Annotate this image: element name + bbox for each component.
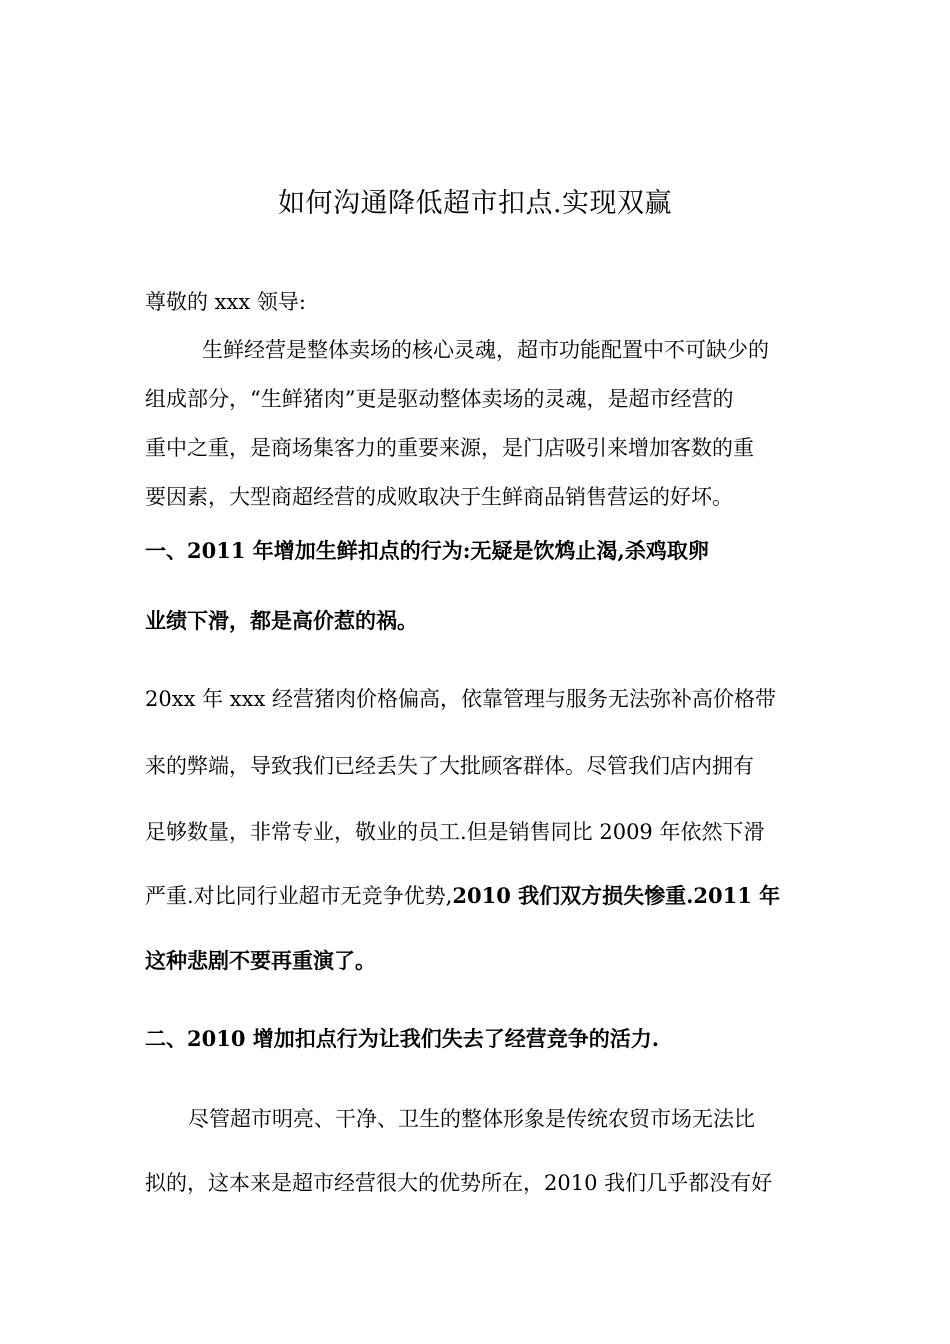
salutation: 尊敬的 xxx 领导: <box>145 290 306 314</box>
intro-line-3: 重中之重，是商场集客力的重要来源，是门店吸引来增加客数的重 <box>145 436 754 460</box>
document-title: 如何沟通降低超市扣点.实现双赢 <box>277 188 673 219</box>
intro-line-2: 组成部分，“生鲜猪肉”更是驱动整体卖场的灵魂，是超市经营的 <box>145 387 734 411</box>
section1-body-line-4-normal: 严重.对比同行业超市无竞争优势, <box>145 884 453 908</box>
section1-body-line-5: 这种悲剧不要再重演了。 <box>145 948 376 973</box>
section1-body-line-4-bold: 2010 我们双方损失惨重.2011 年 <box>452 883 781 908</box>
section1-body-line-2: 来的弊端，导致我们已经丢失了大批顾客群体。尽管我们店内拥有 <box>145 754 754 778</box>
section2-heading: 二、2010 增加扣点行为让我们失去了经营竞争的活力. <box>145 1026 660 1051</box>
section2-body-line-1: 尽管超市明亮、干净、卫生的整体形象是传统农贸市场无法比 <box>188 1107 755 1131</box>
section1-body-line-4 <box>145 882 780 910</box>
section1-body-line-1: 20xx 年 xxx 经营猪肉价格偏高，依靠管理与服务无法弥补高价格带 <box>145 687 776 711</box>
section1-heading-line-2: 业绩下滑，都是高价惹的祸。 <box>145 608 418 633</box>
section1-body-line-3: 足够数量，非常专业，敬业的员工.但是销售同比 2009 年依然下滑 <box>145 820 765 844</box>
intro-line-4: 要因素，大型商超经营的成败取决于生鲜商品销售营运的好坏。 <box>145 485 733 509</box>
intro-line-1: 生鲜经营是整体卖场的核心灵魂，超市功能配置中不可缺少的 <box>202 338 769 362</box>
section2-body-line-2: 拟的，这本来是超市经营很大的优势所在，2010 我们几乎都没有好 <box>145 1171 773 1195</box>
section1-heading-line-1: 一、2011 年增加生鲜扣点的行为:无疑是饮鸩止渴,杀鸡取卵 <box>145 538 709 563</box>
